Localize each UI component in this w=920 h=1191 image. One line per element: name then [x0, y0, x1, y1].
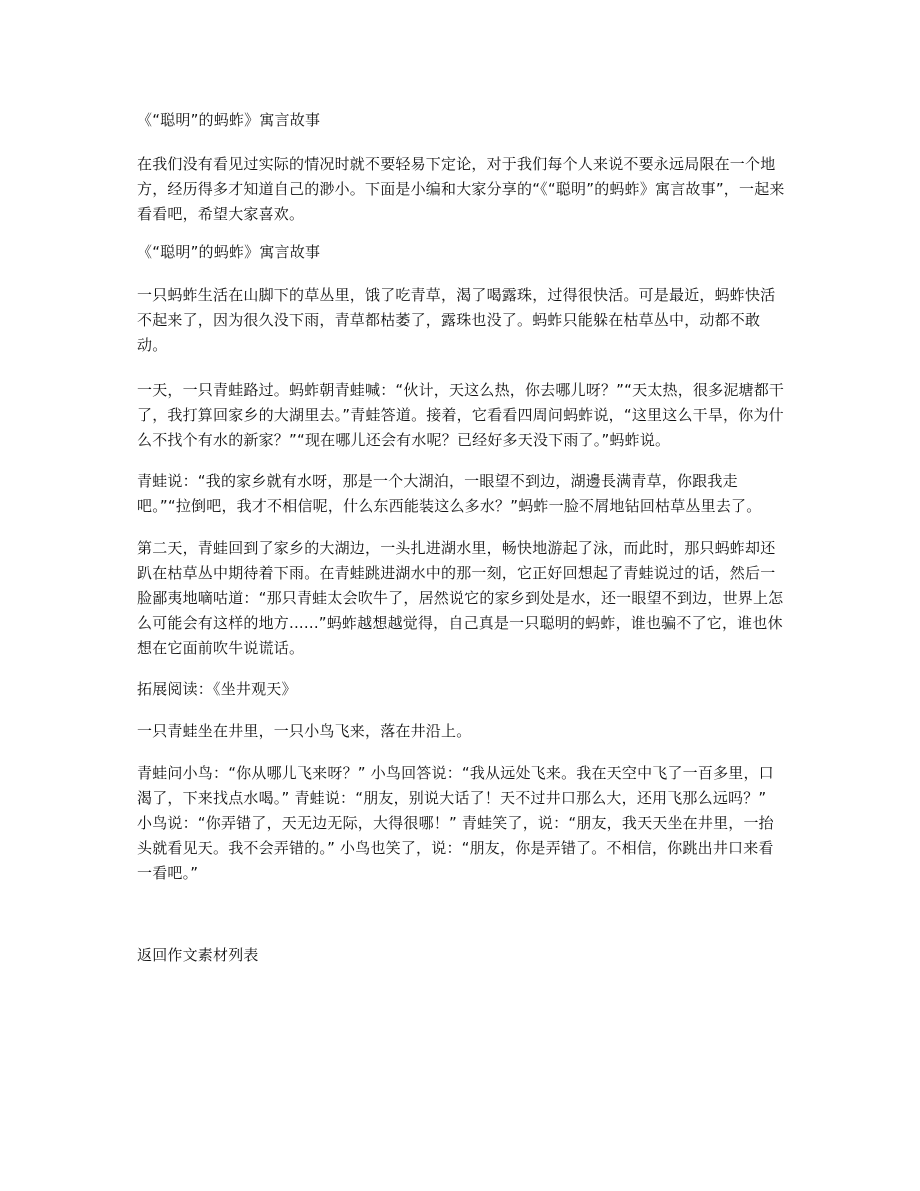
story-paragraph: 一只蚂蚱生活在山脚下的草丛里，饿了吃青草，渴了喝露珠，过得很快活。可是最近，蚂蚱快活不起来了，因为很久没下雨，青草都枯萎了，露珠也没了。蚂蚱只能躲在枯草丛中，动都不敢动。 — [137, 286, 776, 354]
story-title: 《“聪明”的蚂蚱》寓言故事 — [137, 243, 321, 261]
extension-title: 拓展阅读：《坐井观天》 — [137, 680, 297, 698]
story-paragraph: 青蛙说：“我的家乡就有水呀，那是一个大湖泊，一眼望不到边，湖邊長满青草，你跟我走吧。”“拉倒吧，我才不相信呢，什么东西能装这么多水？”蚂蚱一脸不屑地钻回枯草丛里去了。 — [137, 472, 762, 515]
article-title: 《“聪明”的蚂蚱》寓言故事 — [137, 111, 321, 129]
extension-paragraph: 一只青蛙坐在井里，一只小鸟飞来，落在井沿上。 — [137, 722, 472, 740]
back-to-list-link[interactable]: 返回作文素材列表 — [137, 946, 259, 964]
document-page — [137, 96, 785, 968]
story-paragraph: 一天，一只青蛙路过。蚂蚱朝青蛙喊：“伙计，天这么热，你去哪儿呀？”“天太热，很多泥塘都干了，我打算回家乡的大湖里去。”青蛙答道。接着，它看看四周问蚂蚱说，“这里这么干旱，你为什么不找个有水的新家？”“现在哪儿还会有水呢？已经好多天没下雨了。”蚂蚱说。 — [137, 381, 785, 449]
extension-paragraph: 青蛙问小鸟：“你从哪儿飞来呀？” 小鸟回答说：“我从远处飞来。我在天空中飞了一百多里，口渴了，下来找点水喝。” 青蛙说：“朋友，别说大话了！天不过井口那么大，还用飞那么远吗？” 小鸟说：“你弄错了，天无边无际，大得很哪！” 青蛙笑了，说：“朋友，我天天坐在井里，一抬头就看见天。我不会弄错的。” 小鸟也笑了，说：“朋友，你是弄错了。不相信，你跳出井口来看一看吧。” — [137, 764, 774, 882]
story-paragraph: 第二天，青蛙回到了家乡的大湖边，一头扎进湖水里，畅快地游起了泳，而此时，那只蚂蚱却还趴在枯草丛中期待着下雨。在青蛙跳进湖水中的那一刻，它正好回想起了青蛙说过的话，然后一脸鄙夷地嘀咕道：“那只青蛙太会吹牛了，居然说它的家乡到处是水，还一眼望不到边，世界上怎么可能会有这样的地方......”蚂蚱越想越觉得，自己真是一只聪明的蚂蚱，谁也骗不了它，谁也休想在它面前吹牛说谎话。 — [137, 539, 784, 657]
intro-paragraph: 在我们没有看见过实际的情况时就不要轻易下定论，对于我们每个人来说不要永远局限在一个地方，经历得多才知道自己的渺小。下面是小编和大家分享的“《“聪明”的蚂蚱》寓言故事”，一起来看看吧，希望大家喜欢。 — [137, 155, 785, 223]
